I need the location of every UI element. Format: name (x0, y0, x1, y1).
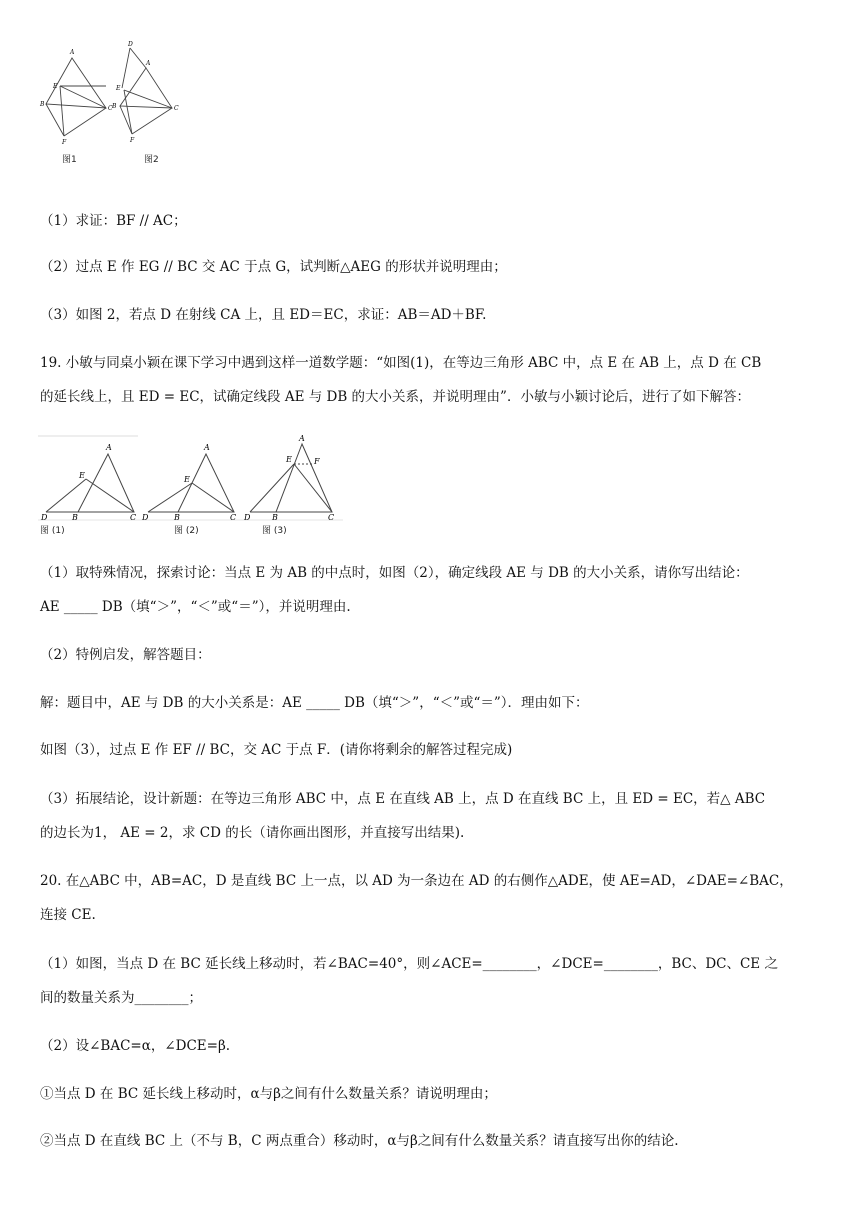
q18-part2: （2）过点 E 作 EG // BC 交 AC 于点 G，试判断△AEG 的形状并说明理由； (40, 259, 507, 275)
figure-1 (38, 40, 118, 150)
q20-part2-item1: ①当点 D 在 BC 延长线上移动时，α与β之间有什么数量关系？请说明理由； (40, 1086, 497, 1102)
q19-part3-line1: （3）拓展结论，设计新题：在等边三角形 ABC 中，点 E 在直线 AB 上，点 D 在直线 BC 上，且 ED = EC，若△ ABC (40, 791, 766, 807)
q19-fig3-label-d: D (244, 513, 251, 522)
q19-part3-line2: 的边长为1， AE = 2，求 CD 的长（请你画出图形，并直接写出结果). (40, 825, 465, 841)
q18-part3: （3）如图 2，若点 D 在射线 CA 上，且 ED＝EC，求证：AB＝AD＋BF. (40, 307, 487, 323)
q20-stem-line1: 20. 在△ABC 中，AB=AC，D 是直线 BC 上一点，以 AD 为一条边在 AD 的右侧作△ADE，使 AE=AD，∠DAE=∠BAC， (40, 873, 793, 889)
q19-fig3-label-a: A (299, 434, 305, 443)
fig1-label-e: E (53, 83, 58, 90)
q19-fig3-label-b: B (272, 513, 278, 522)
q19-part2-line2: 如图（3），过点 E 作 EF // BC，交 AC 于点 F．(请你将剩余的解答过程完成) (40, 742, 513, 758)
q19-part2-line1: 解：题目中，AE 与 DB 的大小关系是：AE _____ DB（填“＞”，“＜”或“＝”）．理由如下： (40, 695, 589, 711)
q19-fig-caption-3: 图 (3) (262, 526, 287, 536)
fig2-label-f: F (130, 137, 135, 144)
q20-stem-line2: 连接 CE. (40, 907, 96, 923)
q19-fig3-label-f: F (314, 457, 320, 466)
fig1-label-f: F (62, 139, 67, 146)
q19-part1-line1: （1）取特殊情况，探索讨论：当点 E 为 AB 的中点时，如图（2），确定线段 AE 与 DB 的大小关系，请你写出结论： (40, 565, 749, 581)
fig2-label-a: A (146, 60, 151, 67)
q19-fig2-label-a: A (204, 443, 210, 452)
fig2-label-b: B (112, 103, 117, 110)
q19-figures (38, 432, 348, 532)
fig2-label-c: C (174, 105, 179, 112)
fig1-label-a: A (70, 49, 75, 56)
q19-stem-line2: 的延长线上，且 ED = EC，试确定线段 AE 与 DB 的大小关系，并说明理由”．小敏与小颖讨论后，进行了如下解答： (40, 389, 750, 405)
q19-stem-line1: 19. 小敏与同桌小颖在课下学习中遇到这样一道数学题：“如图(1)，在等边三角形 ABC 中，点 E 在 AB 上，点 D 在 CB (40, 355, 762, 371)
q19-fig3-label-e: E (286, 455, 292, 464)
fig1-label-c: C (108, 105, 113, 112)
q19-fig3-label-c: C (328, 513, 335, 522)
q18-part1: （1）求证：BF // AC； (40, 213, 187, 229)
fig2-label-e: E (116, 85, 121, 92)
q19-fig1-label-d: D (41, 513, 48, 522)
q19-fig-caption-2: 图 (2) (174, 526, 199, 536)
q19-fig1-label-c: C (130, 513, 137, 522)
q19-fig2-label-b: B (174, 513, 180, 522)
q19-fig2-label-e: E (184, 475, 190, 484)
q19-fig1-label-e: E (79, 471, 85, 480)
q19-fig2-label-d: D (142, 513, 149, 522)
fig1-label-b: B (40, 101, 45, 108)
figure-1-caption: 图1 (62, 155, 77, 165)
q19-fig-caption-1: 图 (1) (40, 526, 65, 536)
q19-part1-line2: AE _____ DB（填“＞”，“＜”或“＝”），并说明理由. (40, 599, 351, 615)
q20-part1-line2: 间的数量关系为________； (40, 990, 202, 1006)
q20-part2-heading: （2）设∠BAC=α，∠DCE=β. (40, 1038, 231, 1054)
q19-fig2-label-c: C (230, 513, 237, 522)
q19-fig1-label-b: B (72, 513, 78, 522)
q20-part2-item2: ②当点 D 在直线 BC 上（不与 B，C 两点重合）移动时，α与β之间有什么数量关系？请直接写出你的结论. (40, 1133, 679, 1149)
figure-2 (108, 38, 188, 150)
q20-part1-line1: （1）如图，当点 D 在 BC 延长线上移动时，若∠BAC=40°，则∠ACE=________，∠DCE=________，BC、DC、CE 之 (40, 956, 778, 972)
q19-fig1-label-a: A (106, 443, 112, 452)
fig2-label-d: D (128, 41, 133, 48)
figure-2-caption: 图2 (144, 155, 159, 165)
q19-part2-heading: （2）特例启发，解答题目： (40, 647, 211, 663)
